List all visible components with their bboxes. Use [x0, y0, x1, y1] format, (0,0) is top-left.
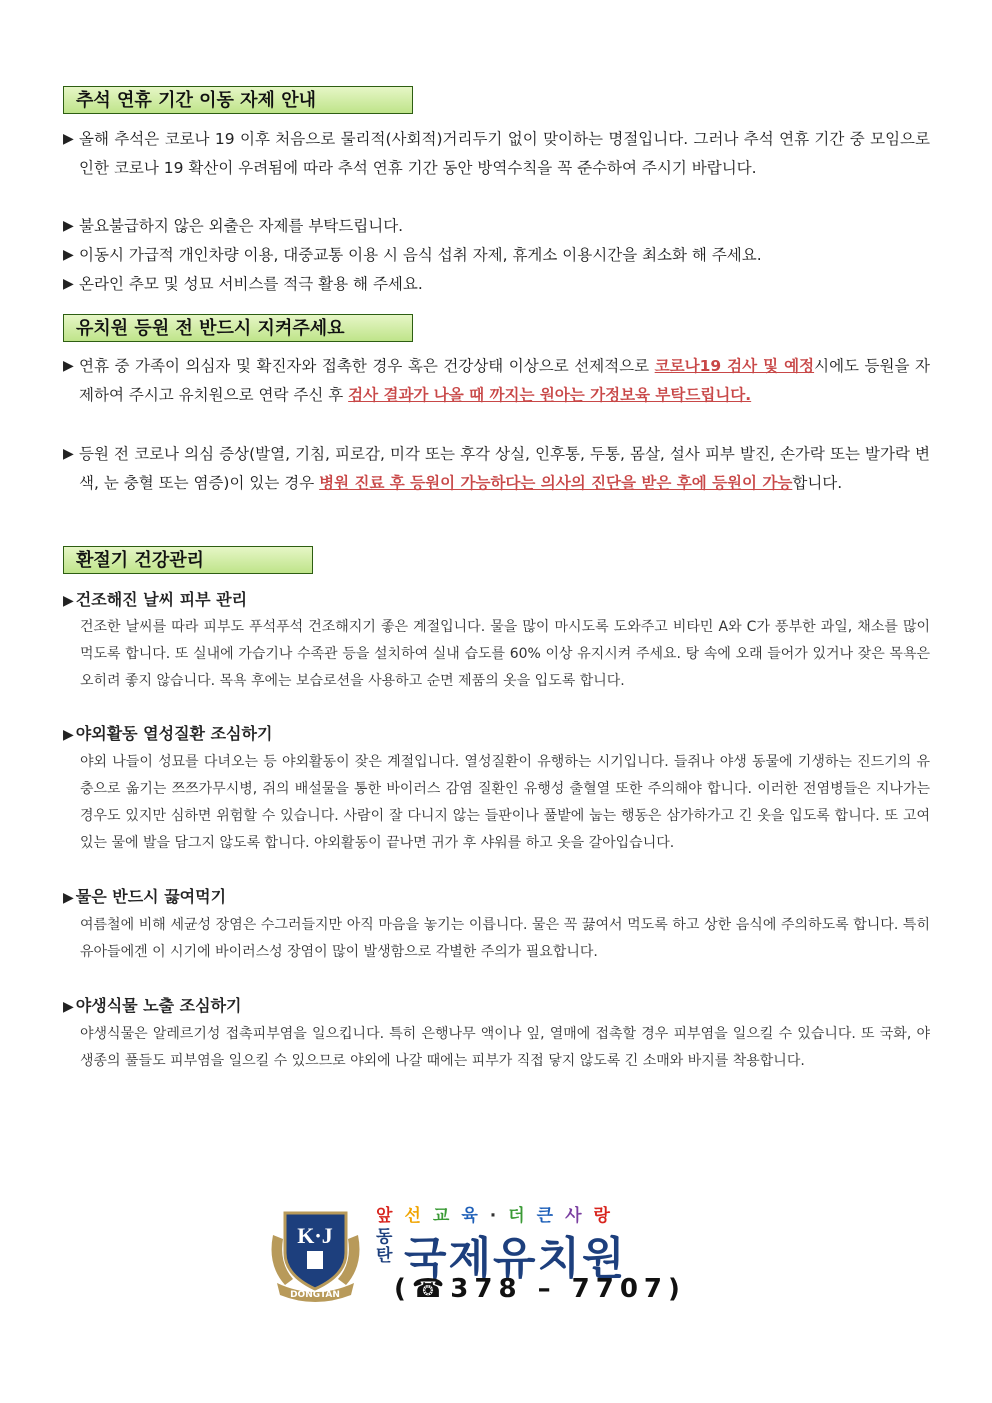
list-item: ▶ 연휴 중 가족이 의심자 및 확진자와 접촉한 경우 혹은 건강상태 이상으로 선제적으로 코로나19 검사 및 예정시에도 등원을 자제하여 주시고 유치원으로 연락 주신 후 검사 결과가 나올 때 까지는 원아는 가정보육 부탁드립니다. [63, 352, 930, 410]
list-item: ▶ 등원 전 코로나 의심 증상(발열, 기침, 피로감, 미각 또는 후각 상실, 인후통, 두통, 몸살, 설사 피부 발진, 손가락 또는 발가락 변색, 눈 충혈 또는 염증)이 있는 경우 병원 진료 후 등원이 가능하다는 의사의 진단을 받은 후에 등원이 가능합니다. [63, 440, 930, 498]
bullet-arrow-icon: ▶ [63, 276, 74, 292]
bullet-arrow-icon: ▶ [63, 999, 74, 1015]
slogan-char: · [489, 1206, 509, 1226]
bullet-arrow-icon: ▶ [63, 446, 74, 462]
paragraph: 야외 나들이 성묘를 다녀오는 등 야외활동이 잦은 계절입니다. 열성질환이 유행하는 시기입니다. 들쥐나 야생 동물에 기생하는 진드기의 유충으로 옮기는 쯔쯔가무시병, 쥐의 배설물을 통한 바이러스 감염 질환인 유행성 출혈열 또한 주의해야 합니다. 이러한 전염병들은 지나가는 경우도 있지만 심하면 위험할 수 있습니다. 사람이 잘 다니지 않는 들판이나 풀밭에 눕는 행동은 삼가하가고 긴 옷을 입도록 합니다. 또 고여 있는 물에 발을 담그지 않도록 합니다. 야외활동이 끝나면 귀가 후 샤워를 하고 옷을 갈아입습니다. [80, 754, 930, 851]
bullet-arrow-icon: ▶ [63, 593, 74, 609]
bullet-arrow-icon: ▶ [63, 727, 74, 743]
slogan-char: 랑 [593, 1206, 622, 1226]
subheading: ▶ 야생식물 노출 조심하기 [63, 996, 242, 1015]
svg-text:K·J: K·J [297, 1223, 333, 1248]
dongtan-label: 동 탄 [376, 1227, 393, 1266]
paragraph: 건조한 날씨를 따라 피부도 푸석푸석 건조해지기 좋은 계절입니다. 물을 많이 마시도록 도와주고 비타민 A와 C가 풍부한 과일, 채소를 많이 먹도록 합니다. 또 실내에 가습기나 수족관 등을 설치하여 실내 습도를 60% 이상 유지시켜 주세요. 탕 속에 오래 들어가 있거나 잦은 목욕은 오히려 좋지 않습니다. 목욕 후에는 보습로션을 사용하고 순면 제품의 옷을 입도록 합니다. [80, 619, 930, 689]
section-title-seasonal-health: 환절기 건강관리 [63, 546, 313, 574]
bullet-arrow-icon: ▶ [63, 358, 74, 374]
slogan-char: 육 [461, 1206, 490, 1226]
subheading: ▶ 야외활동 열성질환 조심하기 [63, 724, 273, 743]
phone-number: (☎378 – 7707) [394, 1274, 686, 1304]
section-title-kindergarten-rules: 유치원 등원 전 반드시 지켜주세요 [63, 314, 413, 342]
highlight-text: 병원 진료 후 등원이 가능하다는 의사의 진단을 받은 후에 등원이 가능 [319, 474, 793, 492]
highlight-text: 검사 결과가 나올 때 까지는 원아는 가정보육 부탁드립니다. [348, 386, 752, 404]
slogan-char: 교 [432, 1206, 462, 1226]
list-item: ▶ 이동시 가급적 개인차량 이용, 대중교통 이용 시 음식 섭취 자제, 휴게소 이용시간을 최소화 해 주세요. [63, 241, 930, 270]
slogan-char: 더 [508, 1206, 537, 1226]
list-item: ▶ 올해 추석은 코로나 19 이후 처음으로 물리적(사회적)거리두기 없이 맞이하는 명절입니다. 그러나 추석 연휴 기간 중 모임으로 인한 코로나 19 확산이 우려됨에 따라 추석 연휴 기간 동안 방역수칙을 꼭 준수하여 주시기 바랍니다. [63, 125, 930, 183]
list-item: ▶ 불요불급하지 않은 외출은 자제를 부탁드립니다. [63, 212, 930, 241]
svg-text:DONGTAN: DONGTAN [290, 1290, 340, 1300]
slogan-char: 선 [404, 1206, 433, 1226]
bullet-arrow-icon: ▶ [63, 131, 74, 147]
subheading: ▶ 물은 반드시 끓여먹기 [63, 887, 227, 906]
bullet-arrow-icon: ▶ [63, 247, 74, 263]
slogan-char: 앞 [376, 1206, 405, 1226]
highlight-text: 코로나19 검사 및 예정 [654, 357, 815, 375]
paragraph: 여름철에 비해 세균성 장염은 수그러들지만 아직 마음을 놓기는 이릅니다. 물은 꼭 끓여서 먹도록 하고 상한 음식에 주의하도록 합니다. 특히 유아들에겐 이 시기에 바이러스성 장염이 많이 발생함으로 각별한 주의가 필요합니다. [80, 917, 930, 960]
list-item: ▶ 온라인 추모 및 성묘 서비스를 적극 활용 해 주세요. [63, 270, 930, 299]
bullet-arrow-icon: ▶ [63, 890, 74, 906]
subheading: ▶ 건조해진 날씨 피부 관리 [63, 590, 248, 609]
slogan-char: 큰 [536, 1206, 566, 1226]
slogan-char: 사 [565, 1206, 594, 1226]
bullet-arrow-icon: ▶ [63, 218, 74, 234]
section-title-chuseok: 추석 연휴 기간 이동 자제 안내 [63, 86, 413, 114]
paragraph: 야생식물은 알레르기성 접촉피부염을 일으킵니다. 특히 은행나무 액이나 잎, 열매에 접촉할 경우 피부염을 일으킬 수 있습니다. 또 국화, 야생종의 풀들도 피부염을 일으킬 수 있으므로 야외에 나갈 때에는 피부가 직접 닿지 않도록 긴 소매와 바지를 착용합니다. [80, 1026, 930, 1069]
school-name: 국제유치원 [404, 1233, 627, 1284]
school-emblem-icon [263, 1205, 368, 1303]
